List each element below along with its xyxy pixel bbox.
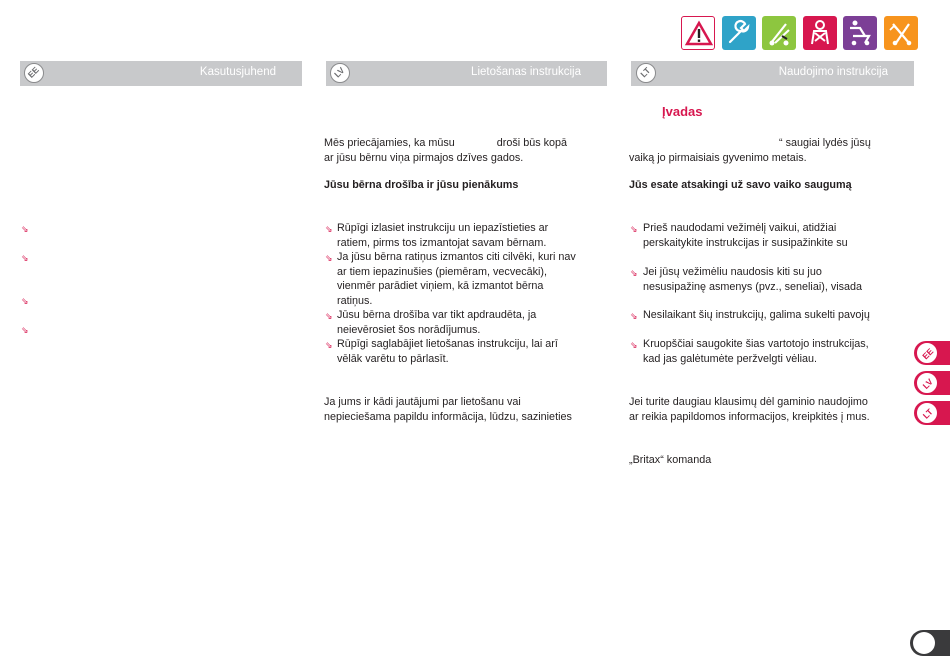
bullet-arrow-icon: ⇘ [630,268,638,278]
lt-bullet-1: Prieš naudodami vežimėlį vaikui, atidžiai perskaitykite instrukcijas ir susipažinkite su [643,222,848,249]
bullet-arrow-icon: ⇘ [325,340,333,350]
language-badge-lt [636,63,656,83]
stroller-unfold-icon [884,16,918,50]
lv-intro: Mēs priecājamies, ka mūsu droši būs kopā ar jūsu bērnu viņa pirmajos dzīves gados. [324,137,568,164]
stroller-fold-icon [762,16,796,50]
side-tab-ee[interactable] [914,341,950,365]
child-harness-icon [803,16,837,50]
wrench-icon [722,16,756,50]
bullet-arrow-icon: ⇘ [21,325,29,335]
lt-bullet-2: Jei jūsų vežimėliu naudosis kiti su juo nesusipažinę asmenys (pvz., seneliai), visada [643,266,863,293]
header-bar-ee [20,61,302,86]
lt-outro: Jei turite daugiau klausimų dėl gaminio naudojimo ar reikia papildomos informacijos, kreipkitės į mus. [629,396,870,423]
side-tab-label: EE [920,346,936,362]
badge-label: LT [638,65,653,80]
page-tab [910,630,950,656]
header-bar-lv [326,61,607,86]
language-badge-lv [330,63,350,83]
lt-bullet-4: Kruopščiai saugokite šias vartotojo instrukcijas, kad jas galėtumėte peržvelgti vėliau. [643,338,869,365]
bullet-arrow-icon: ⇘ [21,224,29,234]
bullet-arrow-icon: ⇘ [630,311,638,321]
lt-bullet-3: Nesilaikant šių instrukcijų, galima sukelti pavojų [643,309,870,321]
lt-intro: “ saugiai lydės jūsų vaiką jo pirmaisiais gyvenimo metais. [629,137,871,164]
badge-label: EE [25,64,41,80]
lt-subheading: Jūs esate atsakingi už savo vaiko saugumą [629,179,852,191]
stroller-seat-icon [843,16,877,50]
side-tab-lv[interactable] [914,371,950,395]
page-tab-circle [913,632,935,654]
side-tab-label: LT [920,406,935,421]
lv-subheading: Jūsu bērna drošība ir jūsu pienākums [324,179,519,191]
language-badge-ee [24,63,44,83]
section-title-lt: Naudojimo instrukcija [778,66,888,78]
side-tab-label: LV [920,376,935,391]
lt-heading: Įvadas [662,104,703,119]
bullet-arrow-icon: ⇘ [21,253,29,263]
bullet-arrow-icon: ⇘ [325,253,333,263]
bullet-arrow-icon: ⇘ [325,224,333,234]
badge-label: LV [332,65,347,80]
section-title-lv: Lietošanas instrukcija [471,66,581,78]
header-bar-lt [631,61,914,86]
section-title-ee: Kasutusjuhend [199,66,276,78]
bullet-arrow-icon: ⇘ [630,340,638,350]
lv-bullet-3: Jūsu bērna drošība var tikt apdraudēta, ja neievērosiet šos norādījumus. [337,309,537,336]
side-tab-lt[interactable] [914,401,950,425]
bullet-arrow-icon: ⇘ [325,311,333,321]
lv-bullet-2: Ja jūsu bērna ratiņus izmantos citi cilvēki, kuri nav ar tiem iepazinušies (piemēram, vecvecāki), vienmēr parādiet viņiem, kā izmantot bērna ratiņus. [337,251,576,307]
lt-signature: „Britax“ komanda [629,454,712,466]
bullet-arrow-icon: ⇘ [630,224,638,234]
bullet-arrow-icon: ⇘ [21,296,29,306]
lv-bullet-1: Rūpīgi izlasiet instrukciju un iepazīstieties ar ratiem, pirms tos izmantojat savam bērnam. [337,222,549,249]
lv-outro: Ja jums ir kādi jautājumi par lietošanu vai nepieciešama papildu informācija, lūdzu, sazinieties [324,396,572,423]
lv-bullet-4: Rūpīgi saglabājiet lietošanas instrukciju, lai arī vēlāk varētu to pārlasīt. [337,338,558,365]
warning-icon [681,16,715,50]
